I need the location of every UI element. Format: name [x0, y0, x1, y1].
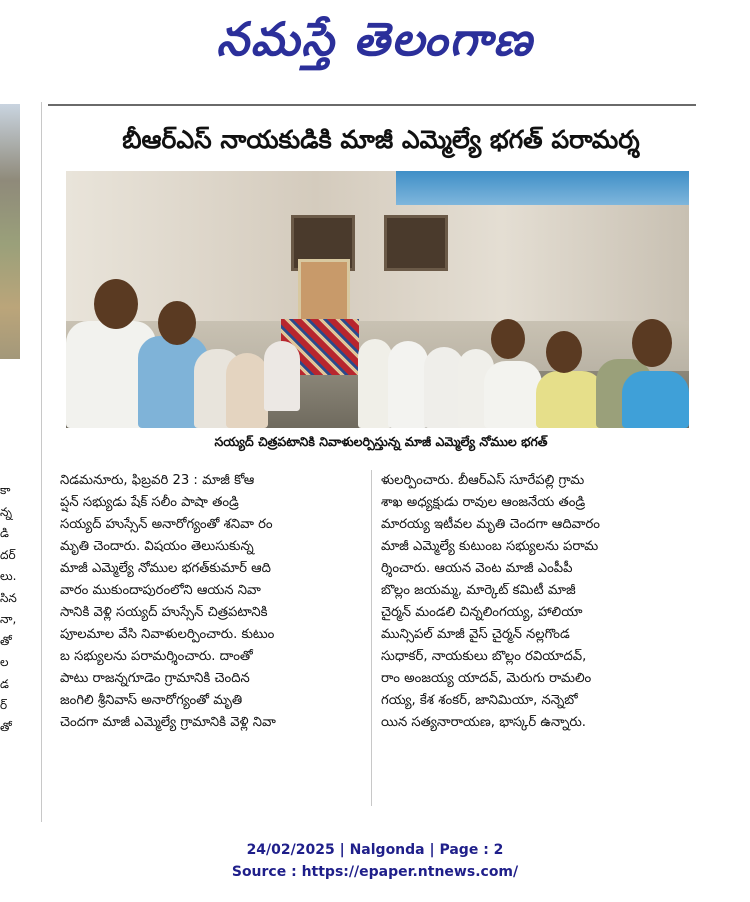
- adjacent-text-line: కా: [0, 483, 11, 497]
- column-divider: [41, 102, 42, 822]
- body-text-line: రాం అంజయ్య యాదవ్, మెరుగు రామలిం: [381, 671, 592, 686]
- article-body-column-1: [60, 470, 365, 734]
- photo-person-head: [491, 319, 525, 359]
- article-photo[interactable]: [66, 171, 689, 428]
- newspaper-masthead: నమస్తే తెలంగాణ: [216, 12, 534, 66]
- body-text-line: వారం ముకుందాపురంలోని ఆయన నివా: [60, 583, 261, 598]
- body-text-line: చెందగా మాజీ ఎమ్మెల్యే గ్రామానికి వెళ్లి నివా: [60, 715, 276, 730]
- body-text-line: సుధాకర్, నాయకులు బొల్లం రవియాదవ్,: [381, 649, 587, 664]
- body-text-line: సయ్యద్ హుస్సేన్ అనారోగ్యంతో శనివా రం: [60, 517, 273, 532]
- body-text-line: మున్సిపల్ మాజీ వైస్ చైర్మన్ నల్లగొండ: [381, 627, 570, 642]
- photo-person: [388, 341, 428, 428]
- adjacent-text-line: సిన: [0, 590, 17, 605]
- body-text-line: మాజీ ఎమ్మెల్యే నోముల భగత్‌కుమార్ ఆది: [60, 561, 271, 576]
- body-text-line: ప్షన్ సభ్యుడు షేక్ సలీం పాషా తండ్రి: [60, 495, 239, 510]
- adjacent-article-strip: [0, 100, 22, 820]
- adjacent-text-line: డి: [0, 526, 9, 540]
- adjacent-text-line: డ: [0, 676, 9, 691]
- photo-person: [484, 361, 542, 428]
- source-link[interactable]: Source : https://epaper.ntnews.com/: [231, 864, 519, 880]
- body-text-line: బ సభ్యులను పరామర్శించారు. దాంతో: [60, 649, 253, 664]
- photo-person-head: [546, 331, 582, 373]
- body-text-line: మాజీ ఎమ్మెల్యే కుటుంబ సభ్యులను పరామ: [381, 539, 599, 554]
- article-body-column-2: [381, 470, 686, 734]
- news-article: [48, 104, 696, 826]
- body-text-line: యిన సత్యనారాయణ, భాస్కర్ ఉన్నారు.: [381, 715, 586, 730]
- body-text-line: సానికి వెళ్లి సయ్యద్ హుస్సేన్ చిత్రపటానికి: [60, 605, 268, 620]
- body-text-line: జంగిలి శ్రీనివాస్ అనారోగ్యంతో మృతి: [60, 693, 243, 708]
- body-text-line: నిడమనూరు, ఫిబ్రవరి 23 : మాజీ కోఆ: [60, 473, 255, 488]
- body-text-line: ర్శించారు. ఆయన వెంట మాజీ ఎంపీపీ: [381, 561, 573, 576]
- adjacent-text-line: ల: [0, 655, 9, 669]
- body-text-line: గయ్య, కేశ శంకర్, జానిమియా, నన్నెబో: [381, 693, 578, 708]
- body-text-line: మృతి చెందారు. విషయం తెలుసుకున్న: [60, 539, 254, 554]
- article-headline: బీఆర్‌ఎస్ నాయకుడికి మాజీ ఎమ్మెల్యే భగత్ పరామర్శ: [122, 125, 640, 154]
- adjacent-text-line: ర్: [0, 698, 8, 712]
- photo-person: [536, 371, 604, 428]
- body-text-line: ళులర్పించారు. బీఆర్‌ఎస్ సూరేపల్లి గ్రామ: [381, 473, 585, 488]
- edition-info: 24/02/2025 | Nalgonda | Page : 2: [246, 842, 504, 858]
- photo-portrait-frame: [298, 259, 350, 327]
- adjacent-text-line: లు.: [0, 569, 17, 583]
- body-text-line: మారయ్య ఇటీవల మృతి చెందగా ఆదివారం: [381, 517, 600, 532]
- photo-person: [358, 339, 392, 428]
- body-text-line: చైర్మన్ మండలి చిన్నలింగయ్య, హాలియా: [381, 605, 583, 620]
- photo-person-head: [158, 301, 196, 345]
- photo-person: [622, 371, 689, 428]
- photo-awning: [396, 171, 689, 205]
- adjacent-text-fragment: [0, 480, 22, 738]
- adjacent-text-line: న్న: [0, 504, 12, 519]
- column-divider: [371, 470, 372, 806]
- body-text-line: బొల్లం జయమ్మ, మార్కెట్ కమిటీ మాజీ: [381, 583, 576, 598]
- body-text-line: పూలమాల వేసి నివాళులర్పించారు. కుటుం: [60, 627, 275, 642]
- photo-person-head: [632, 319, 672, 367]
- photo-caption: సయ్యద్ చిత్రపటానికి నివాళులర్పిస్తున్న మాజీ ఎమ్మెల్యే నోముల భగత్: [214, 434, 548, 449]
- adjacent-text-line: నా,: [0, 612, 17, 626]
- body-text-line: పాటు రాజన్నగూడెం గ్రామానికి చెందిన: [60, 671, 250, 686]
- photo-window: [384, 215, 448, 271]
- photo-person: [264, 341, 300, 411]
- photo-person: [226, 353, 268, 428]
- adjacent-text-line: దర్: [0, 547, 16, 562]
- photo-person-head: [94, 279, 138, 329]
- body-text-line: శాఖ అధ్యక్షుడు రావుల ఆంజనేయ తండ్రి: [381, 495, 586, 510]
- adjacent-photo-fragment: [0, 104, 20, 359]
- adjacent-text-line: తో: [0, 633, 12, 648]
- adjacent-text-line: తో: [0, 719, 12, 734]
